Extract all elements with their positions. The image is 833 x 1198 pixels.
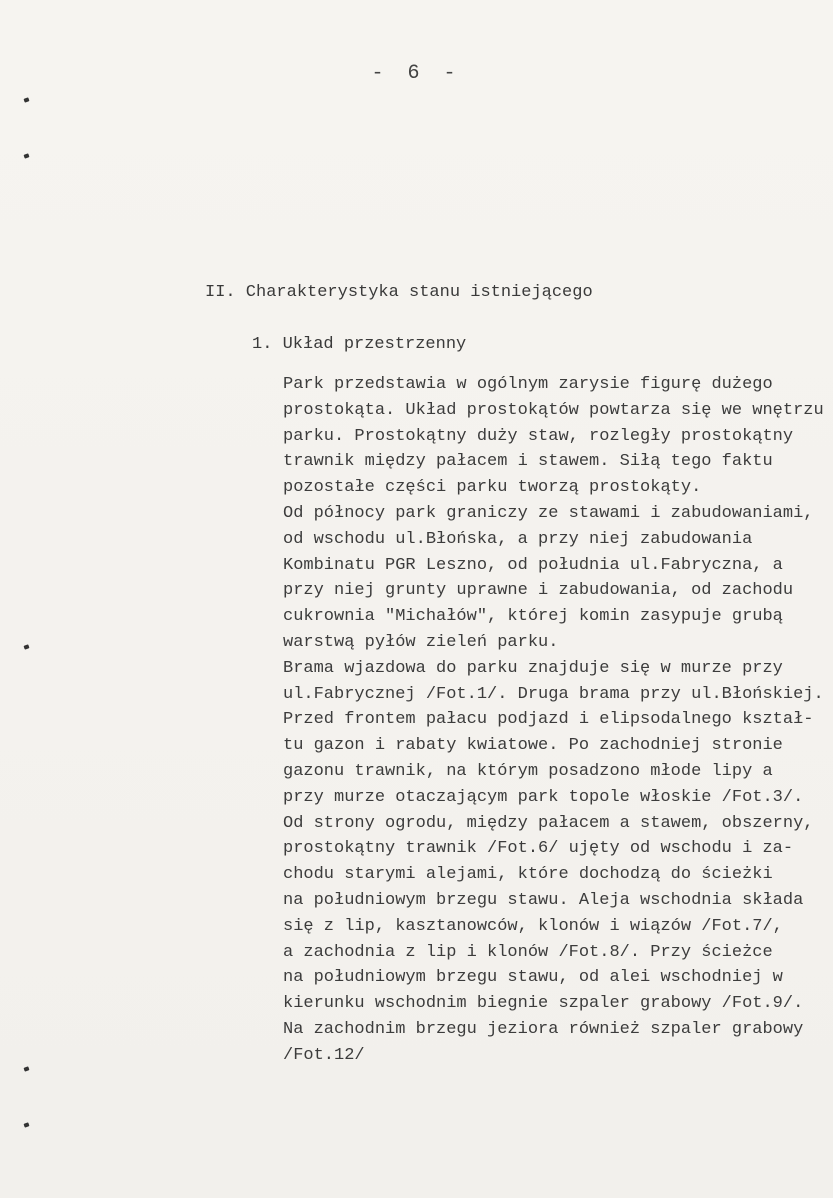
body-line: się z lip, kasztanowców, klonów i wiązów /Fot.7/,: [283, 916, 783, 936]
body-line: prostokąta. Układ prostokątów powtarza się we wnętrzu: [283, 400, 824, 420]
body-text: [283, 372, 828, 1069]
body-line: kierunku wschodnim biegnie szpaler grabowy /Fot.9/.: [283, 994, 804, 1014]
body-line: Przed frontem pałacu podjazd i elipsodalnego kształ-: [283, 710, 814, 730]
margin-tick-mark: [23, 153, 29, 158]
margin-tick-mark: [23, 1066, 29, 1071]
page-number: - 6 -: [371, 62, 462, 85]
section-title: II. Charakterystyka stanu istniejącego: [205, 283, 593, 302]
body-line: Od północy park graniczy ze stawami i zabudowaniami,: [283, 503, 814, 523]
body-line: trawnik między pałacem i stawem. Siłą tego faktu: [283, 452, 773, 472]
body-line: warstwą pyłów zieleń parku.: [283, 632, 559, 652]
body-line: a zachodnia z lip i klonów /Fot.8/. Przy ścieżce: [283, 942, 773, 962]
body-line: /Fot.12/: [283, 1045, 365, 1065]
body-line: gazonu trawnik, na którym posadzono młode lipy a: [283, 761, 773, 781]
body-line: ul.Fabrycznej /Fot.1/. Druga brama przy ul.Błońskiej.: [283, 684, 824, 704]
body-line: cukrownia "Michałów", której komin zasypuje grubą: [283, 607, 783, 627]
body-line: Od strony ogrodu, między pałacem a stawem, obszerny,: [283, 813, 814, 833]
body-line: parku. Prostokątny duży staw, rozległy prostokątny: [283, 426, 794, 446]
body-line: chodu starymi alejami, które dochodzą do ścieżki: [283, 865, 773, 885]
body-line: Na zachodnim brzegu jeziora również szpaler grabowy: [283, 1019, 804, 1039]
margin-tick-mark: [23, 97, 29, 102]
body-line: Brama wjazdowa do parku znajduje się w murze przy: [283, 658, 783, 678]
body-line: przy niej grunty uprawne i zabudowania, od zachodu: [283, 581, 794, 601]
margin-tick-mark: [23, 1122, 29, 1127]
body-line: Park przedstawia w ogólnym zarysie figurę dużego: [283, 375, 773, 394]
body-line: przy murze otaczającym park topole włoskie /Fot.3/.: [283, 787, 804, 807]
body-line: na południowym brzegu stawu. Aleja wschodnia składa: [283, 890, 804, 910]
body-line: na południowym brzegu stawu, od alei wschodniej w: [283, 968, 783, 988]
body-line: prostokątny trawnik /Fot.6/ ujęty od wschodu i za-: [283, 839, 794, 859]
body-line: pozostałe części parku tworzą prostokąty.: [283, 478, 702, 498]
body-line: od wschodu ul.Błońska, a przy niej zabudowania: [283, 529, 753, 549]
body-line: tu gazon i rabaty kwiatowe. Po zachodniej stronie: [283, 736, 783, 756]
body-line: Kombinatu PGR Leszno, od południa ul.Fabryczna, a: [283, 555, 783, 575]
subsection-title: 1. Układ przestrzenny: [252, 335, 467, 354]
margin-tick-mark: [23, 644, 29, 649]
